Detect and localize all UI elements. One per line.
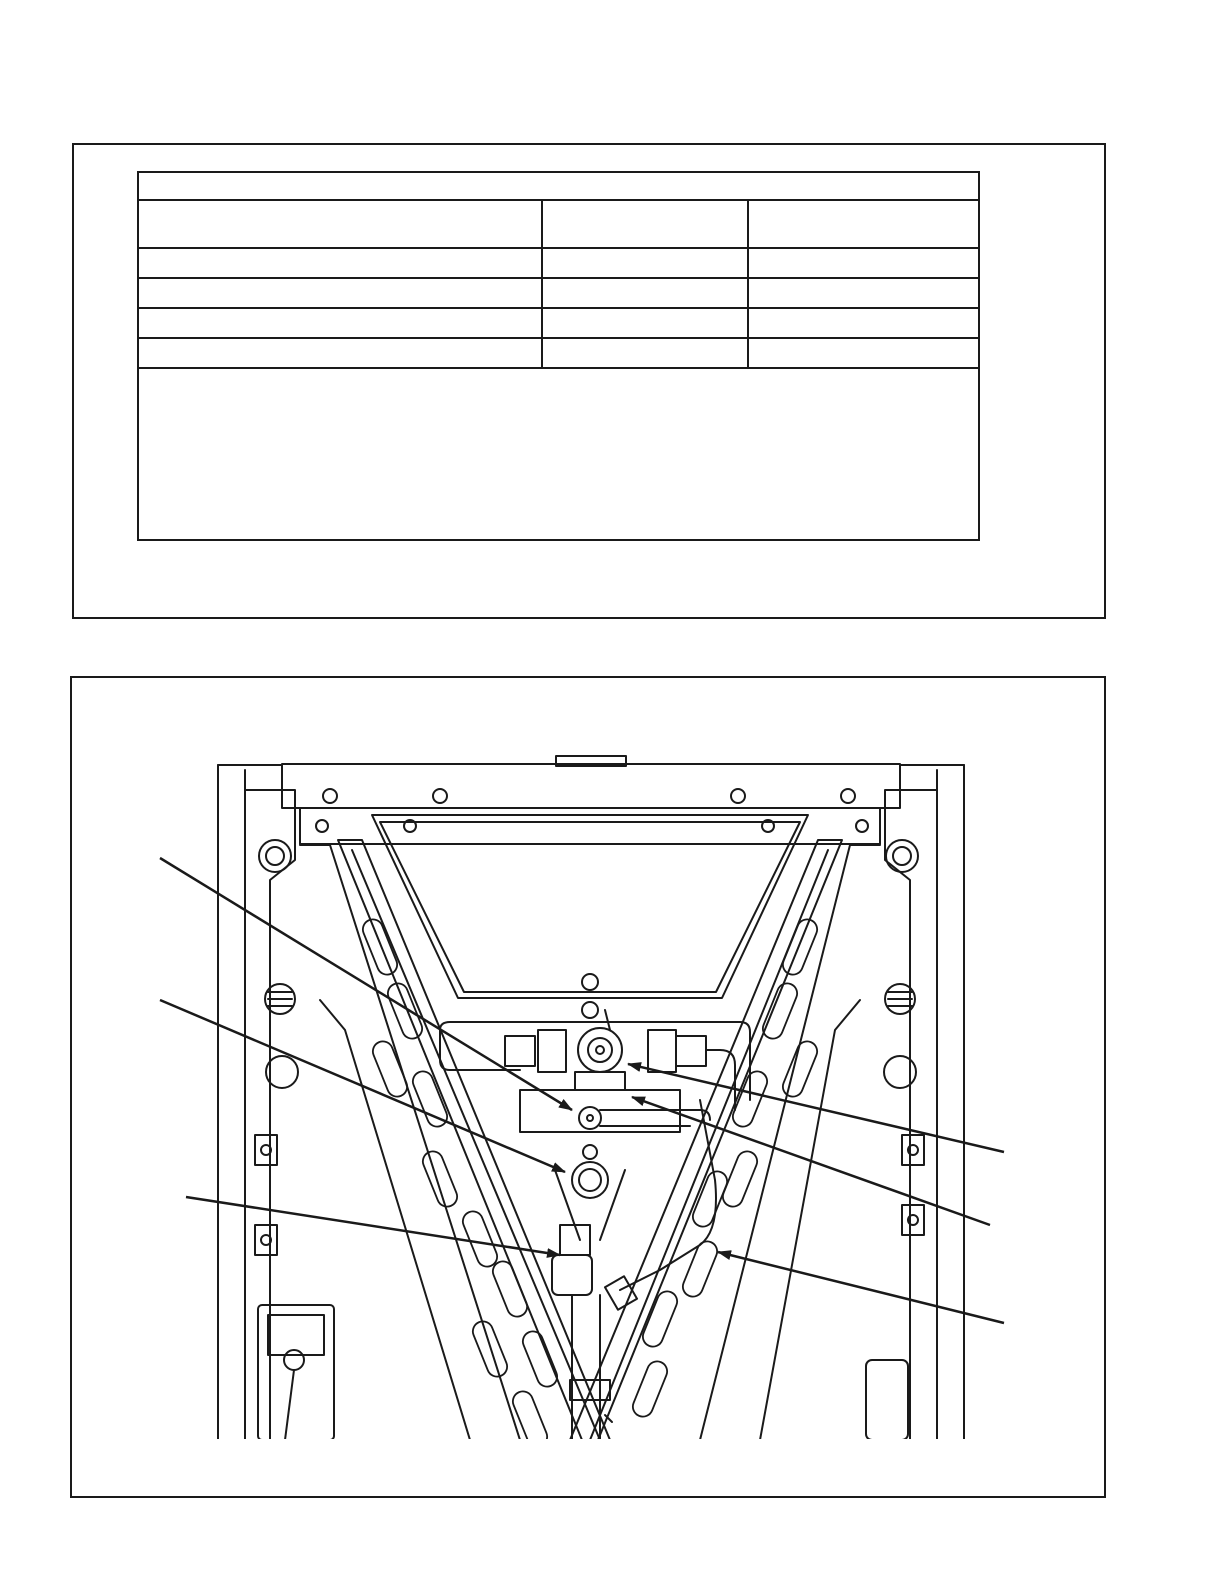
left-coil-tubes xyxy=(360,916,560,1449)
refrigerant-piping xyxy=(440,1010,750,1110)
side-fasteners xyxy=(255,984,924,1440)
callout-leader xyxy=(160,858,572,1110)
callout-leader xyxy=(186,1197,560,1255)
cabinet-left-wall xyxy=(218,765,295,1440)
callout-leader xyxy=(718,1252,1004,1323)
distributor-assembly xyxy=(552,1100,716,1440)
left-coil-slab xyxy=(300,840,610,1440)
drain-pan xyxy=(372,815,808,1018)
cabinet-right-wall xyxy=(885,765,964,1440)
callout-leader xyxy=(160,1000,565,1172)
right-coil-slab xyxy=(570,840,880,1440)
